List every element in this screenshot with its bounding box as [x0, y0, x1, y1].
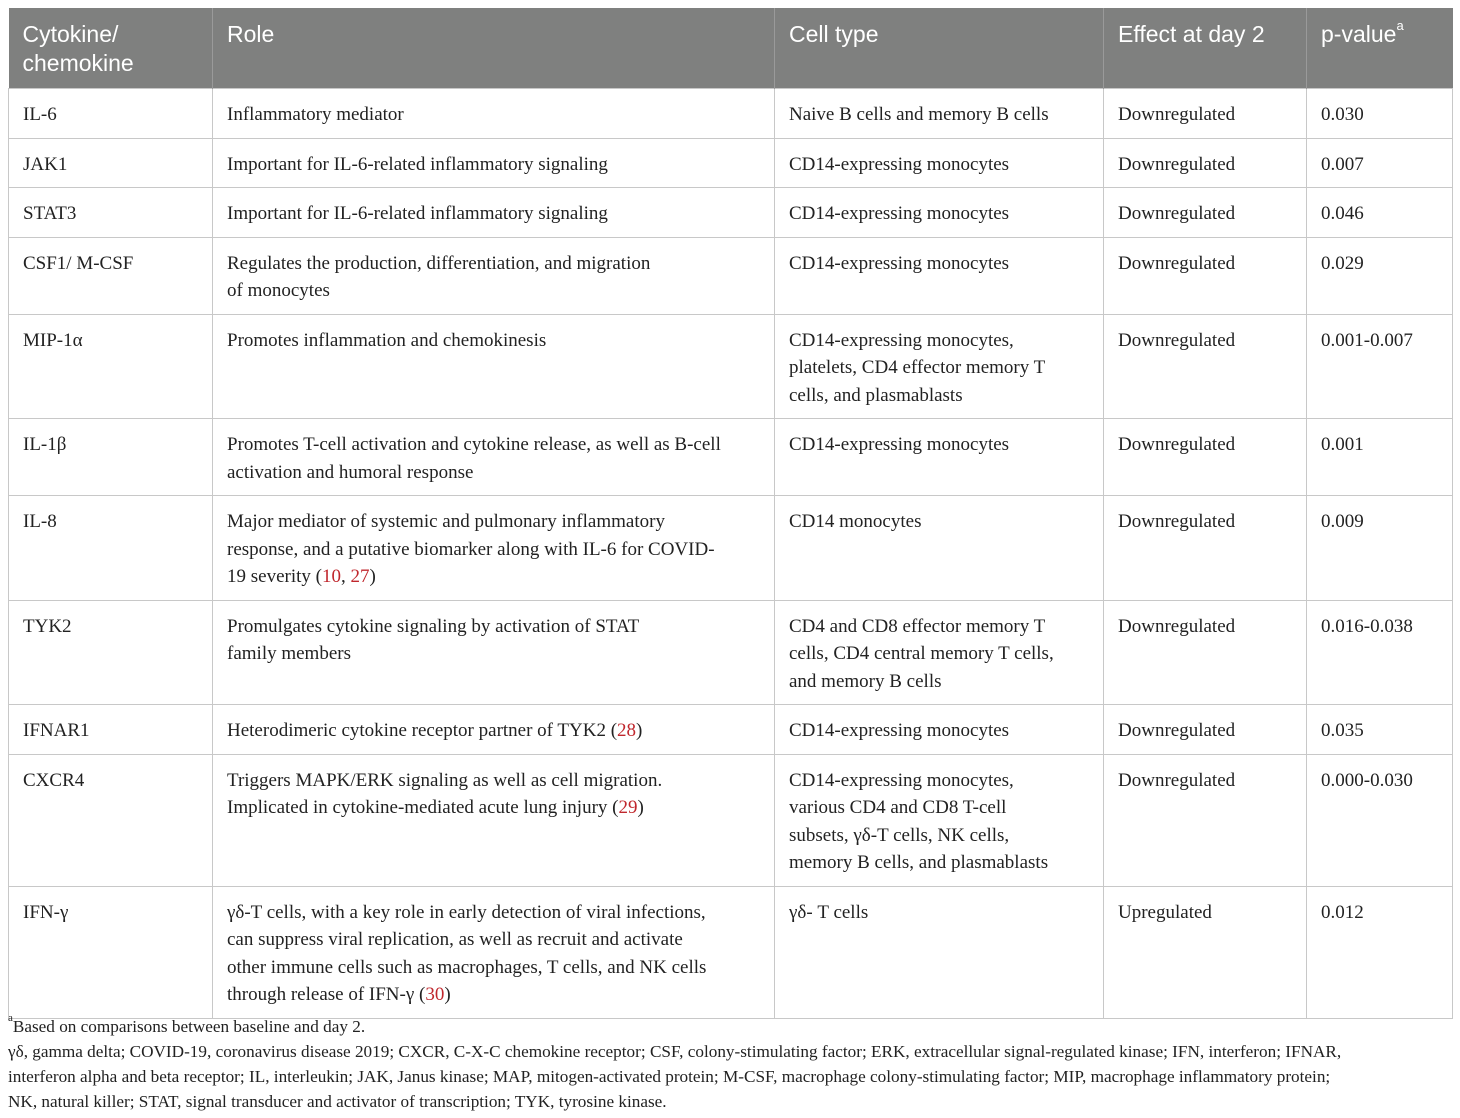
cell-effect: Downregulated	[1104, 138, 1307, 188]
cell-type-line: subsets, γδ-T cells, NK cells,	[789, 824, 1010, 846]
cell-p-value: 0.030	[1307, 89, 1453, 139]
cell-cell-type: CD14-expressing monocytes	[775, 705, 1104, 755]
reference-link[interactable]: 28	[617, 720, 637, 741]
table-row	[9, 705, 1453, 755]
header-row	[9, 8, 1453, 89]
ref-close: )	[444, 984, 451, 1005]
table-row	[9, 188, 1453, 238]
cell-p-value: 0.009	[1307, 496, 1453, 601]
cell-effect: Downregulated	[1104, 600, 1307, 705]
role-line: of monocytes	[227, 280, 330, 301]
role-text: Heterodimeric cytokine receptor partner of TYK2 (	[227, 720, 618, 741]
cell-type-line: platelets, CD4 effector memory T	[789, 357, 1046, 378]
cell-cytokine: MIP-1α	[9, 314, 213, 419]
cell-cell-type: CD14-expressing monocytes	[775, 138, 1104, 188]
cell-effect: Downregulated	[1104, 188, 1307, 238]
cell-cell-type	[775, 754, 1104, 886]
footnote-text: Based on comparisons between baseline and day 2.	[12, 1017, 366, 1036]
cell-p-value: 0.000-0.030	[1307, 754, 1453, 886]
ref-close: )	[369, 566, 376, 587]
cell-cytokine: TYK2	[9, 600, 213, 705]
cell-type-line: various CD4 and CD8 T-cell	[789, 797, 1007, 818]
ref-separator: ,	[340, 566, 351, 587]
cell-type-line: memory B cells, and plasmablasts	[789, 852, 1049, 873]
reference-link[interactable]: 29	[618, 797, 638, 818]
table-row	[9, 89, 1453, 139]
cell-p-value: 0.029	[1307, 237, 1453, 314]
table-row	[9, 886, 1453, 1018]
cell-role: Important for IL-6-related inflammatory signaling	[213, 138, 775, 188]
table-row	[9, 314, 1453, 419]
cell-cytokine: JAK1	[9, 138, 213, 188]
cell-effect: Downregulated	[1104, 496, 1307, 601]
cell-role	[213, 419, 775, 496]
cell-cytokine: IL-8	[9, 496, 213, 601]
table-row	[9, 237, 1453, 314]
role-line: response, and a putative biomarker along with IL-6 for COVID-	[227, 538, 715, 560]
cell-type-line: CD4 and CD8 effector memory T	[789, 615, 1046, 637]
role-line: Promotes T-cell activation and cytokine release, as well as B-cell	[227, 434, 721, 455]
cell-cytokine: IFN-γ	[9, 886, 213, 1018]
cell-effect: Downregulated	[1104, 237, 1307, 314]
header-cytokine	[9, 8, 213, 89]
role-line: Major mediator of systemic and pulmonary inflammatory	[227, 511, 665, 532]
cell-p-value: 0.046	[1307, 188, 1453, 238]
cell-type-line: and memory B cells	[789, 670, 942, 692]
role-line: 19 severity (	[227, 566, 322, 587]
header-cytokine-label: Cytokine/ chemokine	[22, 21, 134, 76]
abbreviations-line: γδ, gamma delta; COVID-19, coronavirus disease 2019; CXCR, C-X-C chemokine receptor; CSF, colony-stimulating factor; ERK, extracellular signal-regulated kinase; IFN, interferon; IFNAR,	[8, 1042, 1342, 1061]
cell-cell-type: CD14-expressing monocytes	[775, 188, 1104, 238]
cell-role: Promotes inflammation and chemokinesis	[213, 314, 775, 419]
cytokine-table	[8, 8, 1453, 1019]
cell-cytokine: STAT3	[9, 188, 213, 238]
role-line: family members	[227, 643, 351, 664]
cell-effect: Downregulated	[1104, 419, 1307, 496]
cell-cell-type: Naive B cells and memory B cells	[775, 89, 1104, 139]
role-line: activation and humoral response	[227, 461, 474, 483]
header-footnote-marker: a	[1396, 18, 1404, 34]
table-footnotes	[8, 1014, 1454, 1114]
cytokine-table-container	[8, 8, 1452, 1019]
cell-effect: Downregulated	[1104, 89, 1307, 139]
cell-p-value: 0.001	[1307, 419, 1453, 496]
cell-cell-type: CD14-expressing monocytes	[775, 419, 1104, 496]
header-effect: Effect at day 2	[1104, 8, 1307, 89]
cell-effect: Downregulated	[1104, 754, 1307, 886]
role-line: through release of IFN-γ (	[227, 984, 426, 1005]
header-p-value-label: p-value	[1321, 21, 1397, 47]
role-line: can suppress viral replication, as well as recruit and activate	[227, 929, 683, 950]
cell-type-line: CD14-expressing monocytes,	[789, 329, 1014, 351]
cell-p-value: 0.035	[1307, 705, 1453, 755]
cell-role: Important for IL-6-related inflammatory signaling	[213, 188, 775, 238]
reference-link[interactable]: 10	[321, 566, 341, 587]
table-row	[9, 138, 1453, 188]
header-p-value	[1307, 8, 1453, 89]
cell-p-value: 0.012	[1307, 886, 1453, 1018]
cell-cytokine: CSF1/ M-CSF	[9, 237, 213, 314]
cell-type-line: CD14-expressing monocytes,	[789, 769, 1014, 791]
cell-p-value: 0.016-0.038	[1307, 600, 1453, 705]
cell-cytokine: CXCR4	[9, 754, 213, 886]
cell-p-value: 0.007	[1307, 138, 1453, 188]
role-line: Promulgates cytokine signaling by activation of STAT	[227, 615, 640, 637]
header-cell-type: Cell type	[775, 8, 1104, 89]
table-row	[9, 419, 1453, 496]
abbreviations-line: interferon alpha and beta receptor; IL, interleukin; JAK, Janus kinase; MAP, mitogen-activated protein; M-CSF, macrophage colony-stimulating factor; MIP, macrophage inflammatory protein;	[8, 1067, 1331, 1086]
ref-close: )	[637, 797, 644, 818]
role-line: Implicated in cytokine-mediated acute lung injury (	[227, 797, 619, 818]
cell-role: Inflammatory mediator	[213, 89, 775, 139]
role-line: Triggers MAPK/ERK signaling as well as cell migration.	[227, 769, 663, 791]
cell-cell-type: CD14 monocytes	[775, 496, 1104, 601]
role-line: γδ-T cells, with a key role in early detection of viral infections,	[227, 901, 706, 923]
reference-link[interactable]: 30	[425, 984, 445, 1005]
cell-cell-type: CD14-expressing monocytes	[775, 237, 1104, 314]
cell-cytokine: IL-6	[9, 89, 213, 139]
cell-role	[213, 237, 775, 314]
footnote-marker: a	[8, 1012, 13, 1025]
cell-effect: Upregulated	[1104, 886, 1307, 1018]
role-line: other immune cells such as macrophages, T cells, and NK cells	[227, 956, 707, 978]
cell-cytokine: IL-1β	[9, 419, 213, 496]
cell-role	[213, 600, 775, 705]
table-row	[9, 496, 1453, 601]
cell-role	[213, 754, 775, 886]
cell-effect: Downregulated	[1104, 314, 1307, 419]
cell-cytokine: IFNAR1	[9, 705, 213, 755]
abbreviations-line: NK, natural killer; STAT, signal transducer and activator of transcription; TYK, tyrosine kinase.	[8, 1092, 667, 1111]
table-row	[9, 754, 1453, 886]
cell-role	[213, 496, 775, 601]
cell-p-value: 0.001-0.007	[1307, 314, 1453, 419]
header-role: Role	[213, 8, 775, 89]
cell-effect: Downregulated	[1104, 705, 1307, 755]
cell-cell-type: γδ- T cells	[775, 886, 1104, 1018]
table-row	[9, 600, 1453, 705]
ref-close: )	[636, 720, 643, 741]
cell-type-line: cells, CD4 central memory T cells,	[789, 643, 1054, 664]
cell-role	[213, 705, 775, 755]
cell-cell-type	[775, 600, 1104, 705]
cell-role	[213, 886, 775, 1018]
cell-type-line: cells, and plasmablasts	[789, 384, 963, 406]
reference-link[interactable]: 27	[350, 566, 370, 587]
role-line: Regulates the production, differentiation, and migration	[227, 252, 651, 274]
cell-cell-type	[775, 314, 1104, 419]
footnote	[8, 1014, 1454, 1039]
